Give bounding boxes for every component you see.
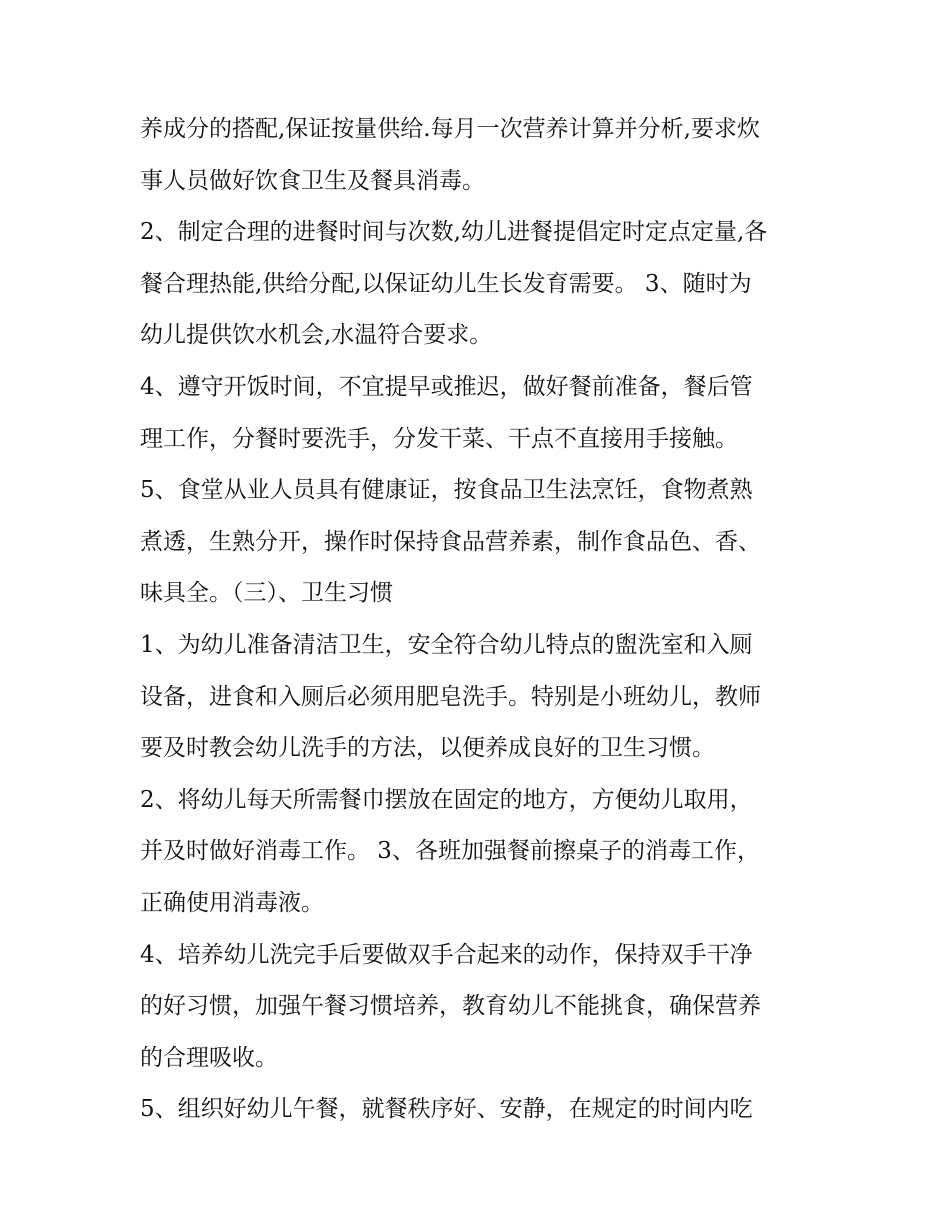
text-line: 4、遵守开饭时间，不宜提早或推迟，做好餐前准备，餐后管	[140, 373, 753, 400]
body-text	[140, 104, 820, 1136]
text-line: 事人员做好饮食卫生及餐具消毒。	[140, 167, 485, 194]
text-line: 餐合理热能,供给分配,以保证幼儿生长发育需要。 3、随时为	[140, 270, 752, 297]
text-line: 5、食堂从业人员具有健康证，按食品卫生法烹饪，食物煮熟	[140, 477, 753, 504]
text-line: 幼儿提供饮水机会,水温符合要求。	[140, 322, 493, 349]
text-line: 味具全。（三）、卫生习惯	[140, 580, 393, 607]
text-line: 1、为幼儿准备清洁卫生，安全符合幼儿特点的盥洗室和入厕	[140, 631, 753, 658]
text-line: 并及时做好消毒工作。 3、各班加强餐前擦桌子的消毒工作，	[140, 838, 760, 865]
text-line: 4、培养幼儿洗完手后要做双手合起来的动作，保持双手干净	[140, 941, 753, 968]
text-line: 养成分的搭配,保证按量供给.每月一次营养计算并分析,要求炊	[140, 116, 760, 142]
text-line: 2、将幼儿每天所需餐巾摆放在固定的地方，方便幼儿取用，	[140, 786, 753, 813]
text-line: 正确使用消毒液。	[140, 889, 324, 916]
text-line: 要及时教会幼儿洗手的方法，以便养成良好的卫生习惯。	[140, 735, 715, 762]
text-line: 设备，进食和入厕后必须用肥皂洗手。特别是小班幼儿，教师	[140, 683, 761, 710]
text-line: 煮透，生熟分开，操作时保持食品营养素，制作食品色、香、	[140, 528, 761, 555]
text-line: 的好习惯，加强午餐习惯培养，教育幼儿不能挑食，确保营养	[140, 993, 761, 1020]
text-line: 2、制定合理的进餐时间与次数,幼儿进餐提倡定时定点定量,各	[140, 219, 768, 246]
text-line: 的合理吸收。	[140, 1044, 278, 1071]
text-line: 5、组织好幼儿午餐，就餐秩序好、安静，在规定的时间内吃	[140, 1096, 753, 1123]
text-line: 理工作，分餐时要洗手，分发干菜、干点不直接用手接触。	[140, 425, 738, 452]
